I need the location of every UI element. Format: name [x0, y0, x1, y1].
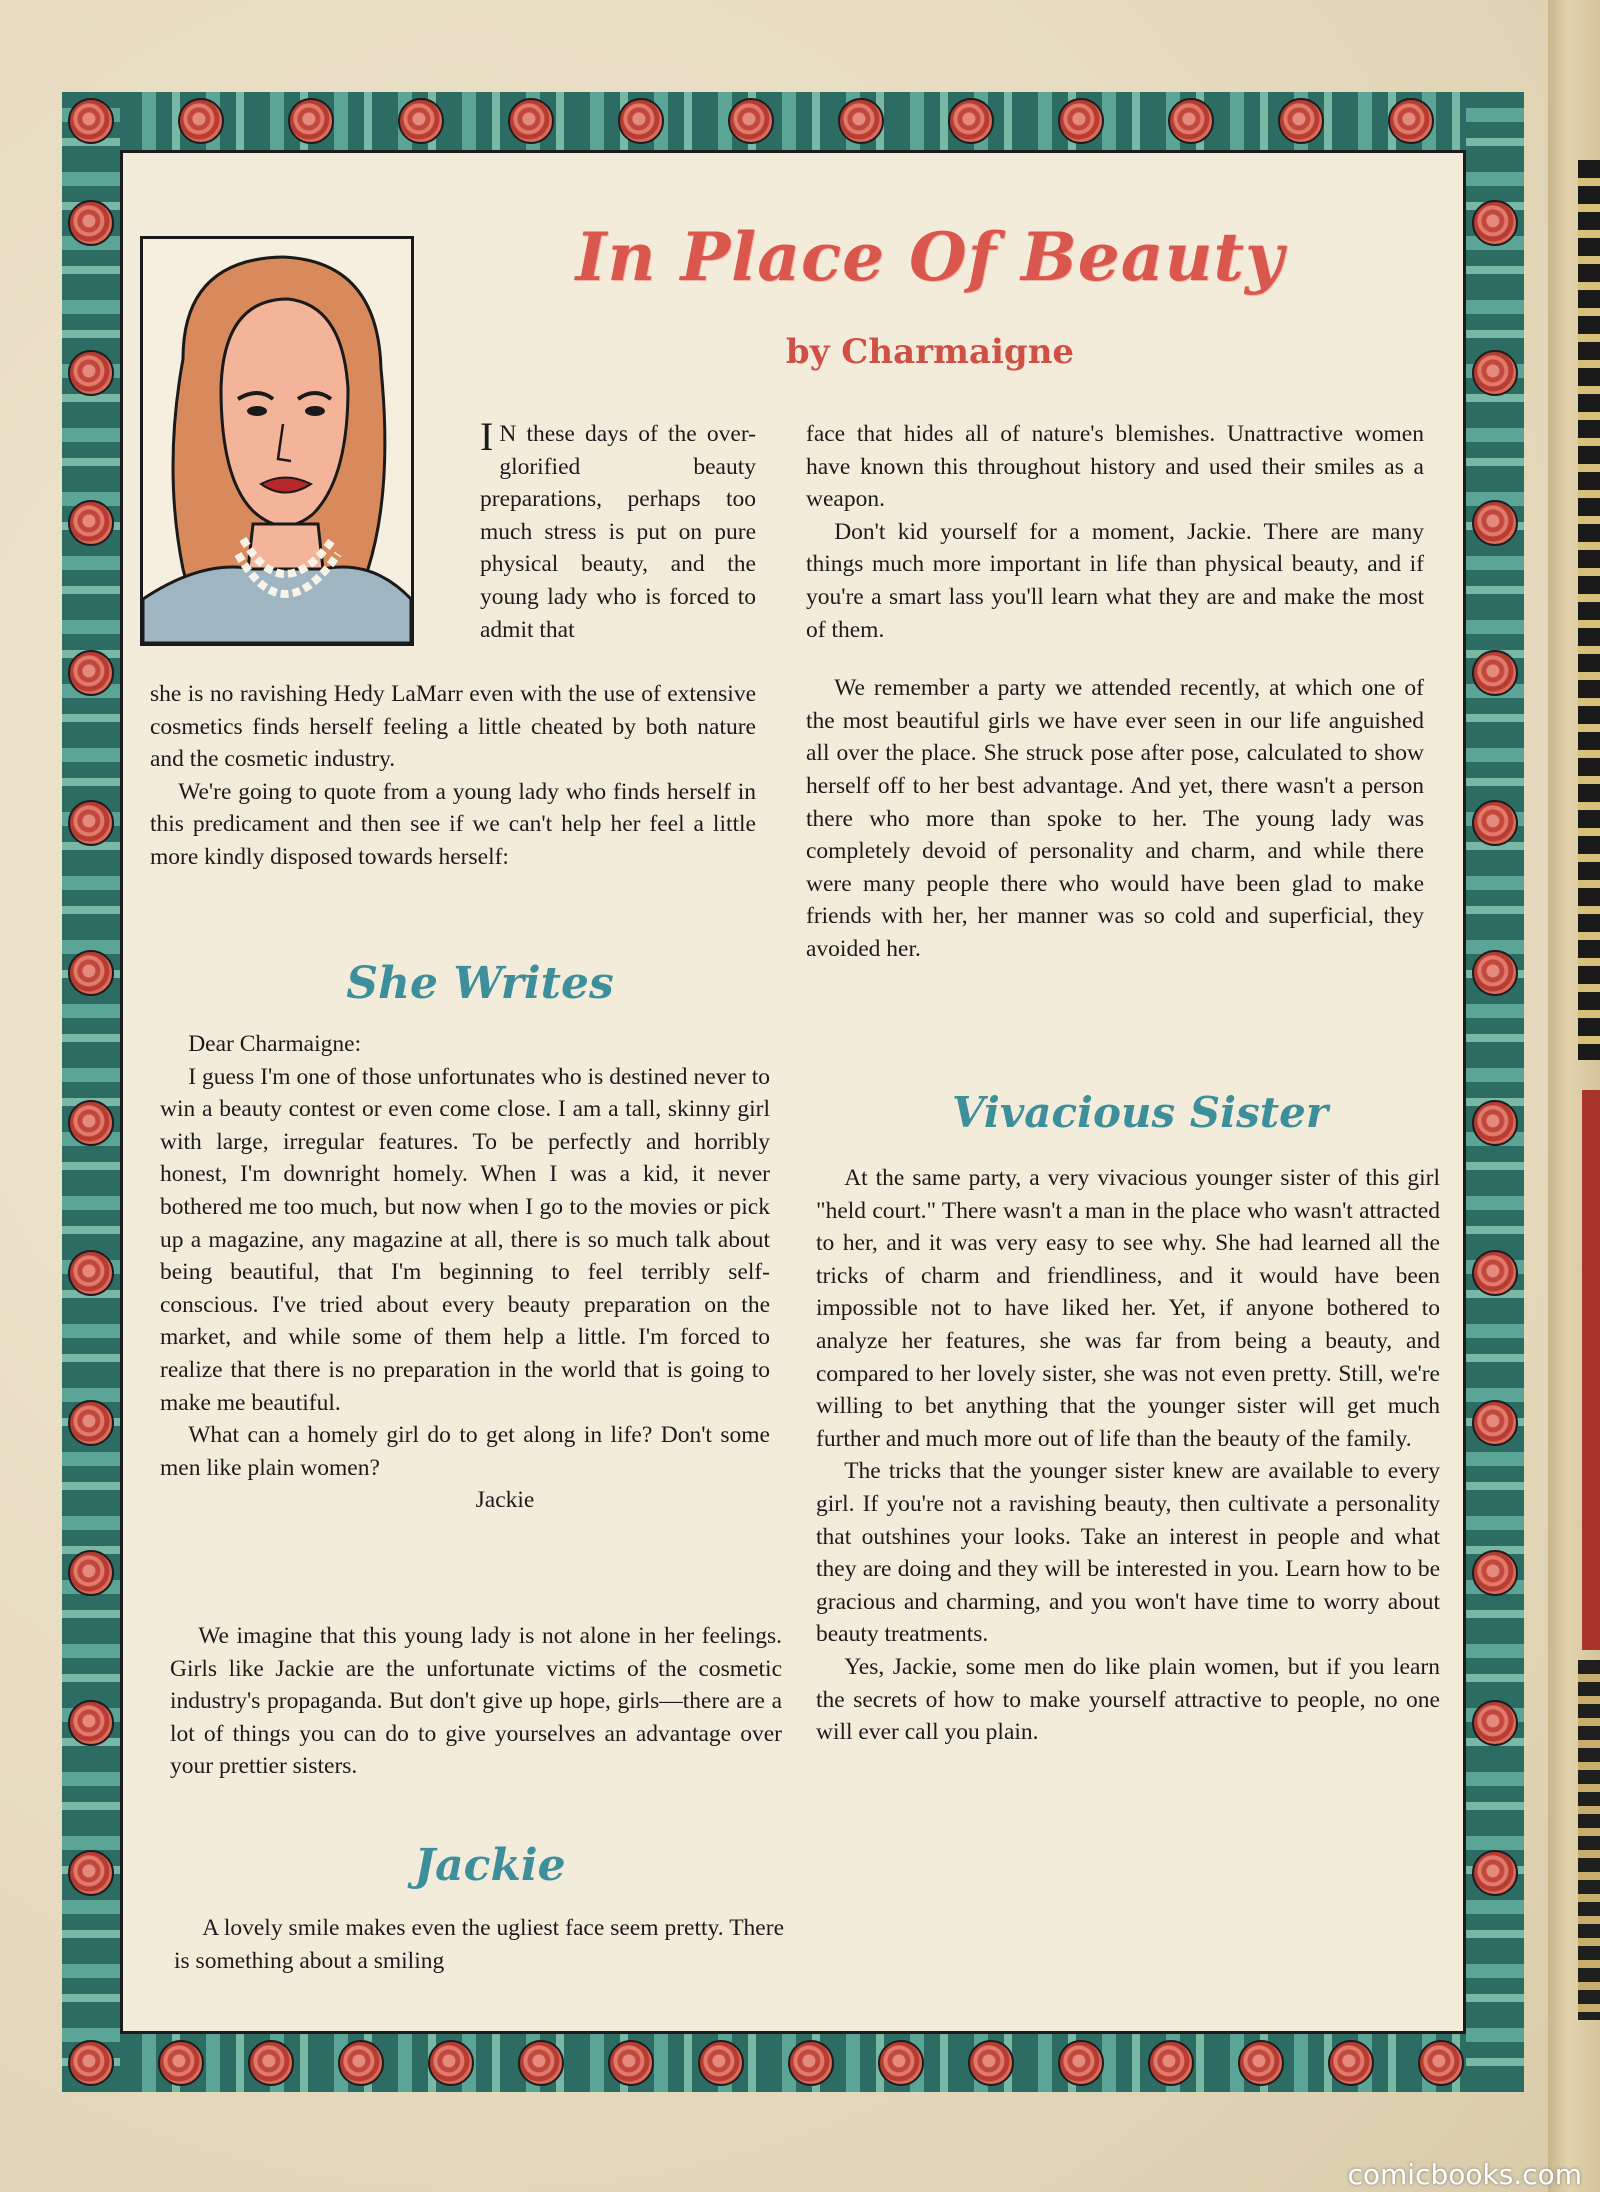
- rose-icon: [518, 2040, 564, 2086]
- rose-icon: [178, 98, 224, 144]
- left-column-body: [150, 678, 756, 874]
- rose-icon: [398, 98, 444, 144]
- reader-letter: [160, 1028, 770, 1517]
- rose-icon: [1472, 1550, 1518, 1596]
- rose-icon: [288, 98, 334, 144]
- rose-icon: [68, 1850, 114, 1896]
- paragraph: face that hides all of nature's blemishes. Unattractive women have known this throughout history and used their smiles as a weapon.: [806, 421, 1424, 513]
- rose-icon: [508, 98, 554, 144]
- rose-icon: [1472, 200, 1518, 246]
- rose-icon: [68, 1550, 114, 1596]
- paragraph: We're going to quote from a young lady who finds herself in this predicament and then see if we can't help her feel a little more kindly disposed towards herself:: [150, 778, 756, 870]
- facing-page-strip: [1578, 160, 1600, 1060]
- reply-paragraph: [170, 1620, 782, 1783]
- rose-icon: [68, 350, 114, 396]
- letter-signature: Jackie: [475, 1487, 535, 1514]
- rose-icon: [1472, 650, 1518, 696]
- rose-icon: [68, 650, 114, 696]
- rose-icon: [1148, 2040, 1194, 2086]
- rose-icon: [1472, 1250, 1518, 1296]
- rose-icon: [68, 1250, 114, 1296]
- article-title: In Place Of Beauty: [575, 218, 1285, 296]
- rose-icon: [1418, 2040, 1464, 2086]
- rose-icon: [68, 2040, 114, 2086]
- rose-icon: [68, 950, 114, 996]
- letter-salutation: Dear Charmaigne:: [188, 1031, 362, 1057]
- rose-icon: [698, 2040, 744, 2086]
- rose-icon: [68, 800, 114, 846]
- rose-icon: [1472, 800, 1518, 846]
- rose-icon: [248, 2040, 294, 2086]
- rose-icon: [428, 2040, 474, 2086]
- paragraph: At the same party, a very vivacious younger sister of this girl "held court." There wasn't a man in the place who wasn't attracted to her, and it was very easy to see why. She had learned all the tricks of charm and friendliness, and it would have been impossible not to have liked her. Yet, if anyone bothered to analyze her features, she was far from being a beauty, and compared to her lovely sister, she was not even pretty. Still, we're willing to bet anything that the younger sister will get much further and much more out of life than the beauty of the family.: [816, 1165, 1440, 1452]
- subhead-she-writes: She Writes: [346, 958, 614, 1009]
- rose-icon: [788, 2040, 834, 2086]
- paragraph: Yes, Jackie, some men do like plain women, but if you learn the secrets of how to make yourself attractive to people, no one will ever call you plain.: [816, 1653, 1440, 1746]
- rose-icon: [1472, 350, 1518, 396]
- rose-icon: [68, 1700, 114, 1746]
- rose-icon: [1058, 2040, 1104, 2086]
- article-byline: by Charmaigne: [785, 332, 1075, 372]
- rose-icon: [618, 98, 664, 144]
- paragraph: The tricks that the younger sister knew are available to every girl. If you're not a ravishing beauty, then cultivate a personality that outshines your looks. Take an interest in people and what they are doing and they will be interested in you. Learn how to be gracious and charming, and you won't have time to worry about beauty treatments.: [816, 1458, 1440, 1648]
- letter-paragraph: I guess I'm one of those unfortunates who is destined never to win a beauty contest or even come close. I am a tall, skinny girl with large, irregular features. To be perfectly and horribly honest, I'm downright homely. When I was a kid, it never bothered me too much, but now when I go to the movies or pick up a magazine, any magazine at all, there is so much talk about being beautiful, that I'm beginning to feel terribly self-conscious. I've tried about every beauty preparation on the market, and while some of them help a little. I'm forced to realize that there is no preparation in the world that is going to make me beautiful.: [160, 1063, 770, 1416]
- rose-icon: [838, 98, 884, 144]
- rose-icon: [1328, 2040, 1374, 2086]
- rose-icon: [68, 500, 114, 546]
- rose-icon: [948, 98, 994, 144]
- rose-icon: [968, 2040, 1014, 2086]
- rose-icon: [1472, 950, 1518, 996]
- paragraph: A lovely smile makes even the ugliest face seem pretty. There is something about a smiling: [174, 1915, 784, 1974]
- site-watermark: comicbooks.com: [1347, 2158, 1582, 2191]
- intro-text: N these days of the over-glorified beauty preparations, perhaps too much stress is put on pure physical beauty, and the young lady who is forced to admit that: [480, 421, 756, 643]
- right-column-bottom: [816, 1162, 1440, 1749]
- facing-page-strip-red: [1582, 1090, 1600, 1650]
- paragraph: Don't kid yourself for a moment, Jackie. There are many things much more important in life than physical beauty, and if you're a smart lass you'll learn what they are and make the most of them.: [806, 518, 1424, 643]
- facing-page-strip-lower: [1578, 1660, 1600, 2020]
- rose-icon: [68, 98, 114, 144]
- intro-paragraph: [480, 414, 756, 646]
- rose-icon: [1388, 98, 1434, 144]
- rose-icon: [68, 1100, 114, 1146]
- rose-icon: [608, 2040, 654, 2086]
- rose-icon: [158, 2040, 204, 2086]
- rose-icon: [1168, 98, 1214, 144]
- rose-icon: [1238, 2040, 1284, 2086]
- rose-icon: [1472, 1700, 1518, 1746]
- paragraph: she is no ravishing Hedy LaMarr even with the use of extensive cosmetics finds herself feeling a little cheated by both nature and the cosmetic industry.: [150, 681, 756, 773]
- right-column-top: [806, 418, 1424, 966]
- rose-icon: [68, 1400, 114, 1446]
- paragraph: We imagine that this young lady is not alone in her feelings. Girls like Jackie are the unfortunate victims of the cosmetic industry's propaganda. But don't give up hope, girls—there are a lot of things you can do to give yourselves an advantage over your prettier sisters.: [170, 1623, 782, 1780]
- rose-icon: [1058, 98, 1104, 144]
- drop-cap: I: [480, 414, 494, 459]
- rose-icon: [878, 2040, 924, 2086]
- rose-icon: [68, 200, 114, 246]
- left-column-end: [174, 1912, 784, 1977]
- rose-icon: [1472, 1100, 1518, 1146]
- paragraph: We remember a party we attended recently, at which one of the most beautiful girls we have ever seen in our life anguished all over the place. She struck pose after pose, calculated to show herself off to her best advantage. And yet, there wasn't a person there who more than spoke to her. The young lady was completely devoid of personality and charm, and while there were many people there who would have been glad to make friends with her, her manner was so cold and superficial, they avoided her.: [806, 675, 1424, 962]
- rose-icon: [1472, 1850, 1518, 1896]
- rose-icon: [1472, 500, 1518, 546]
- portrait-illustration: [140, 236, 414, 646]
- subhead-vivacious-sister: Vivacious Sister: [952, 1088, 1328, 1137]
- rose-icon: [1472, 1400, 1518, 1446]
- rose-icon: [338, 2040, 384, 2086]
- letter-paragraph: What can a homely girl do to get along in life? Don't some men like plain women?: [160, 1422, 770, 1481]
- rose-icon: [728, 98, 774, 144]
- rose-icon: [1278, 98, 1324, 144]
- subhead-jackie: Jackie: [414, 1840, 566, 1891]
